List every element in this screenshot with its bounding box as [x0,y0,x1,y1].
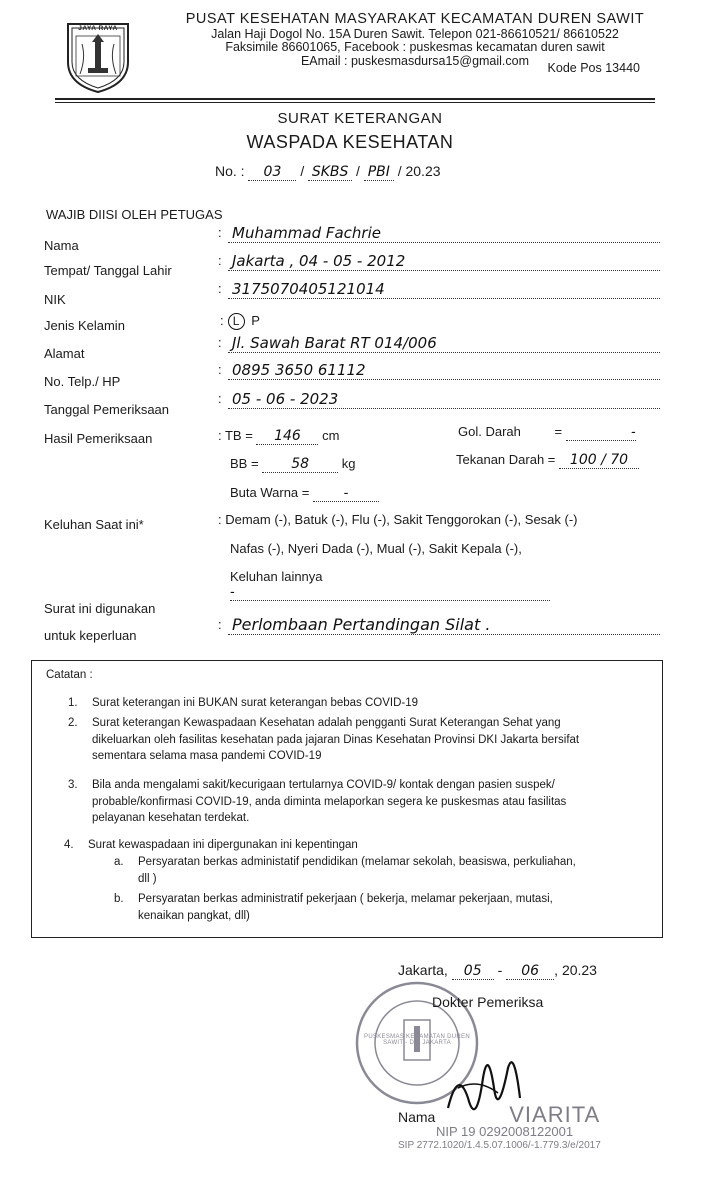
org-postal-code: Kode Pos 13440 [547,61,640,75]
catatan-num-2: 2. [68,717,78,729]
doc-subtitle: WASPADA KESEHATAN [246,132,454,152]
catatan-box [31,660,663,938]
catatan-num-4: 4. [64,839,74,851]
tekanan-darah-row [456,452,639,469]
org-email: EAmail : puskesmasdursa15@gmail.com [300,53,530,68]
keperluan-label-1: Surat ini digunakan [44,601,156,616]
catatan-text-4a2: dll ) [138,872,157,885]
catatan-text-4b2: kenaikan pangkat, dll) [138,909,250,922]
ttl-label: Tempat/ Tanggal Lahir [44,263,172,278]
telp-value: 0895 3650 61112 [232,361,366,379]
catatan-num-1: 1. [68,697,78,709]
catatan-text-4b1: Persyaratan berkas administratif pekerjaan ( bekerja, melamar pekerjaan, mutasi, [138,893,553,905]
doc-number: No. : 03 / SKBS / PBI / 20.23 [215,163,441,180]
keluhan-line2: Nafas (-), Nyeri Dada (-), Mual (-), Sakit Kepala (-), [230,541,522,556]
catatan-num-3: 3. [68,779,78,791]
hasil-label: Hasil Pemeriksaan [44,431,153,446]
doc-number-code2: PBI [364,164,394,181]
keluhan-lainnya-value: - [230,585,550,601]
keluhan-lainnya-row [230,569,646,601]
catatan-item-1 [68,695,419,712]
gender-p: P [251,313,260,328]
buta-warna-label: Buta Warna = [230,485,310,500]
catatan-text-3c: pelayanan kesehatan terdekat. [92,812,250,825]
catatan-title: Catatan : [46,669,93,681]
header-rule [55,98,655,100]
keperluan-label-2: untuk keperluan [44,628,137,643]
sign-date: Jakarta, 05 - 06 , 20.23 [398,962,597,979]
catatan-text-2c: sementara selama masa pandemi COVID-19 [92,750,322,763]
bb-row [230,456,356,473]
gol-darah-value: - [566,425,636,441]
header-rule-thin [55,102,655,103]
catatan-text-3a: Bila anda mengalami sakit/kecurigaan tertularnya COVID-9/ kontak dengan pasien suspek/ [92,779,555,791]
doctor-sip: SIP 2772.1020/1.4.5.07.1006/-1.779.3/e/2017 [398,1140,601,1151]
nik-value: 3175070405121014 [232,280,385,298]
bb-value: 58 [262,456,338,473]
sign-year: 20.23 [561,962,597,978]
catatan-item-4b [114,891,553,924]
stamp-text: PUSKESMAS KECAMATAN DUREN SAWIT - DKI JAKARTA [364,1034,470,1046]
tgl-periksa-value: 05 - 06 - 2023 [232,390,339,408]
nik-field: : 3175070405121014 [218,281,660,299]
org-name: PUSAT KESEHATAN MASYARAKAT KECAMATAN DUREN SAWIT [185,11,645,27]
doc-number-year: 20.23 [405,163,441,179]
catatan-item-4a [114,854,576,887]
jaya-raya-logo [62,18,134,94]
jenis-kelamin-label: Jenis Kelamin [44,318,125,333]
form-section-title: WAJIB DIISI OLEH PETUGAS [46,207,223,222]
keluhan-label: Keluhan Saat ini* [44,517,144,532]
keperluan-field: : Perlombaan Pertandingan Silat . [218,617,660,635]
doctor-name-value: VIARITA [509,1102,601,1127]
ttl-value: Jakarta , 04 - 05 - 2012 [232,252,406,270]
catatan-text-1: Surat keterangan ini BUKAN surat keterangan bebas COVID-19 [92,697,419,709]
doc-number-value: 03 [248,164,296,181]
tb-unit: cm [322,428,340,443]
alamat-field: : Jl. Sawah Barat RT 014/006 [218,335,660,353]
telp-label: No. Telp./ HP [44,374,121,389]
catatan-num-4a: a. [114,856,124,868]
sign-place: Jakarta, [398,962,448,978]
gol-darah-label: Gol. Darah [458,424,521,439]
catatan-text-4a1: Persyaratan berkas administatif pendidikan (melamar sekolah, beasiswa, perkuliahan, [138,856,576,868]
org-fax: Faksimile 86601065, Facebook : puskesmas kecamatan duren sawit [225,40,605,55]
tb-value: 146 [256,428,318,445]
nama-field: : Muhammad Fachrie [218,225,660,243]
tekanan-darah-label: Tekanan Darah = [456,452,556,467]
catatan-text-3b: probable/konfirmasi COVID-19, anda diminta melaporkan segera ke puskesmas atau fasilitas [92,795,567,808]
logo-motto: JAYA RAYA [78,25,118,32]
catatan-text-4: Surat kewaspadaan ini dipergunakan ini kepentingan [88,839,358,851]
catatan-num-4b: b. [114,893,124,905]
bb-unit: kg [341,456,356,471]
catatan-item-4 [64,837,358,854]
catatan-text-2a: Surat keterangan Kewaspadaan Kesehatan adalah pengganti Surat Keterangan Sehat yang [92,717,561,729]
doc-number-code1: SKBS [308,164,352,181]
nik-label: NIK [44,292,66,307]
alamat-value: Jl. Sawah Barat RT 014/006 [232,334,437,352]
nama-value: Muhammad Fachrie [232,224,381,242]
tgl-periksa-label: Tanggal Pemeriksaan [44,402,170,417]
letterhead [150,11,680,75]
catatan-text-2b: dikeluarkan oleh fasilitas kesehatan pada jajaran Dinas Kesehatan Provinsi DKI Jakarta bersifat [92,733,580,746]
tb-label: : TB = [218,428,253,443]
keluhan-lainnya-label: Keluhan lainnya [230,569,323,584]
ttl-field: : Jakarta , 04 - 05 - 2012 [218,253,660,271]
nama-label: Nama [44,238,79,253]
doctor-name-label: Nama [398,1109,436,1125]
gol-darah-eq: = [554,424,563,439]
tb-row [218,428,339,445]
catatan-item-2 [68,715,580,765]
sign-month: 06 [506,963,554,980]
bb-label: BB = [230,456,259,471]
doc-number-label: No. : [215,163,245,179]
tgl-periksa-field: : 05 - 06 - 2023 [218,391,660,409]
buta-warna-value: - [313,486,379,502]
catatan-item-3 [68,777,567,827]
sign-day: 05 [452,963,494,980]
org-address: Jalan Haji Dogol No. 15A Duren Sawit. Telepon 021-86610521/ 86610522 [211,26,619,41]
keperluan-value: Perlombaan Pertandingan Silat . [232,615,491,634]
gender-l-circled: L [228,313,245,330]
keluhan-line1: : Demam (-), Batuk (-), Flu (-), Sakit Tenggorokan (-), Sesak (-) [218,512,578,527]
gol-darah-row [458,424,636,441]
buta-warna-row [230,485,379,502]
jenis-kelamin-field: : L P [220,313,260,328]
tekanan-darah-value: 100 / 70 [559,452,639,469]
telp-field: : 0895 3650 61112 [218,362,660,380]
sign-role: Dokter Pemeriksa [432,994,544,1010]
doc-title: SURAT KETERANGAN [277,110,443,127]
doctor-nip: NIP 19 0292008122001 [436,1124,574,1139]
alamat-label: Alamat [44,346,85,361]
